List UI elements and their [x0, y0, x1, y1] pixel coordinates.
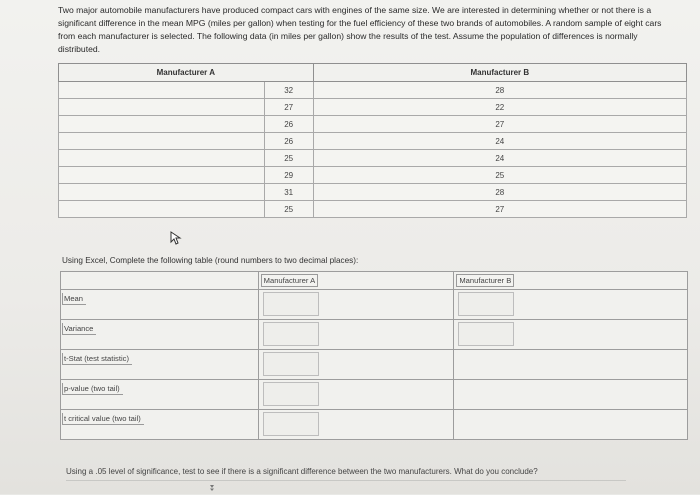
row-spacer	[59, 184, 265, 201]
results-row-label-cell	[61, 290, 259, 320]
conclusion-answer-field[interactable]	[66, 480, 626, 495]
p-value-empty-cell	[454, 380, 688, 410]
results-row-label: Variance	[62, 323, 96, 335]
t-stat-input[interactable]	[263, 352, 319, 376]
results-row-p-value	[61, 380, 688, 410]
row-spacer	[59, 99, 265, 116]
results-row-label: Mean	[62, 293, 86, 305]
mean-b-input[interactable]	[458, 292, 514, 316]
cell-manufacturer-b: 27	[313, 116, 686, 133]
variance-a-input[interactable]	[263, 322, 319, 346]
row-spacer	[59, 201, 265, 218]
results-row-t-critical	[61, 410, 688, 440]
t-critical-input[interactable]	[263, 412, 319, 436]
table-row	[59, 133, 687, 150]
t-critical-cell	[258, 410, 454, 440]
t-stat-empty-cell	[454, 350, 688, 380]
table-row	[59, 116, 687, 133]
variance-b-cell	[454, 320, 688, 350]
row-spacer	[59, 116, 265, 133]
cell-manufacturer-b: 24	[313, 133, 686, 150]
results-row-label-cell	[61, 320, 259, 350]
data-table	[58, 63, 687, 218]
cell-manufacturer-a: 25	[264, 150, 313, 167]
table-row	[59, 201, 687, 218]
results-row-label-cell	[61, 380, 259, 410]
variance-a-cell	[258, 320, 454, 350]
results-table	[60, 271, 688, 440]
row-spacer	[59, 133, 265, 150]
results-row-label: p-value (two tail)	[62, 383, 123, 395]
table-row	[59, 184, 687, 201]
cell-manufacturer-a: 32	[264, 82, 313, 99]
p-value-input[interactable]	[263, 382, 319, 406]
results-header-a	[258, 272, 454, 290]
results-row-label: t-Stat (test statistic)	[62, 353, 132, 365]
data-table-header	[59, 64, 687, 82]
results-header-label: Manufacturer B	[456, 274, 514, 287]
cell-manufacturer-b: 27	[313, 201, 686, 218]
table-row	[59, 167, 687, 184]
table-row	[59, 82, 687, 99]
results-row-label-cell	[61, 410, 259, 440]
t-stat-cell	[258, 350, 454, 380]
cell-manufacturer-a: 31	[264, 184, 313, 201]
table-row	[59, 99, 687, 116]
cell-manufacturer-b: 22	[313, 99, 686, 116]
dropdown-caret-icon[interactable]	[210, 485, 214, 491]
t-critical-empty-cell	[454, 410, 688, 440]
mean-b-cell	[454, 290, 688, 320]
results-row-label-cell	[61, 350, 259, 380]
header-blank	[61, 272, 259, 290]
mouse-pointer-icon	[170, 231, 182, 245]
row-spacer	[59, 150, 265, 167]
results-header-b	[454, 272, 688, 290]
variance-b-input[interactable]	[458, 322, 514, 346]
row-spacer	[59, 167, 265, 184]
row-spacer	[59, 82, 265, 99]
table-row	[59, 150, 687, 167]
p-value-cell	[258, 380, 454, 410]
cell-manufacturer-a: 29	[264, 167, 313, 184]
results-header-row	[61, 272, 688, 290]
results-row-label: t critical value (two tail)	[62, 413, 144, 425]
mean-a-input[interactable]	[263, 292, 319, 316]
mean-a-cell	[258, 290, 454, 320]
cell-manufacturer-a: 27	[264, 99, 313, 116]
cell-manufacturer-b: 24	[313, 150, 686, 167]
question-intro: Two major automobile manufacturers have produced compact cars with engines of the same size. We are interested in determining whether or not there is a significant difference in the mean MPG (miles per gallon) when testing for the fuel efficiency of these two brands of automobiles. A random sample of eight cars from each manufacturer is selected. The following data (in miles per gallon) show the results of the test. Assume the population of differences is normally distributed.	[58, 5, 662, 54]
results-row-mean	[61, 290, 688, 320]
header-manufacturer-b: Manufacturer B	[313, 64, 686, 82]
cell-manufacturer-b: 28	[313, 82, 686, 99]
results-header-label: Manufacturer A	[261, 274, 319, 287]
cell-manufacturer-a: 26	[264, 116, 313, 133]
cell-manufacturer-b: 28	[313, 184, 686, 201]
conclusion-prompt: Using a .05 level of significance, test to see if there is a significant difference between the two manufacturers. What do you conclude?	[66, 467, 538, 476]
results-row-variance	[61, 320, 688, 350]
results-row-t-stat	[61, 350, 688, 380]
header-manufacturer-a: Manufacturer A	[59, 64, 314, 82]
cell-manufacturer-a: 26	[264, 133, 313, 150]
instruction-text: Using Excel, Complete the following table (round numbers to two decimal places):	[62, 256, 359, 265]
cell-manufacturer-a: 25	[264, 201, 313, 218]
cell-manufacturer-b: 25	[313, 167, 686, 184]
